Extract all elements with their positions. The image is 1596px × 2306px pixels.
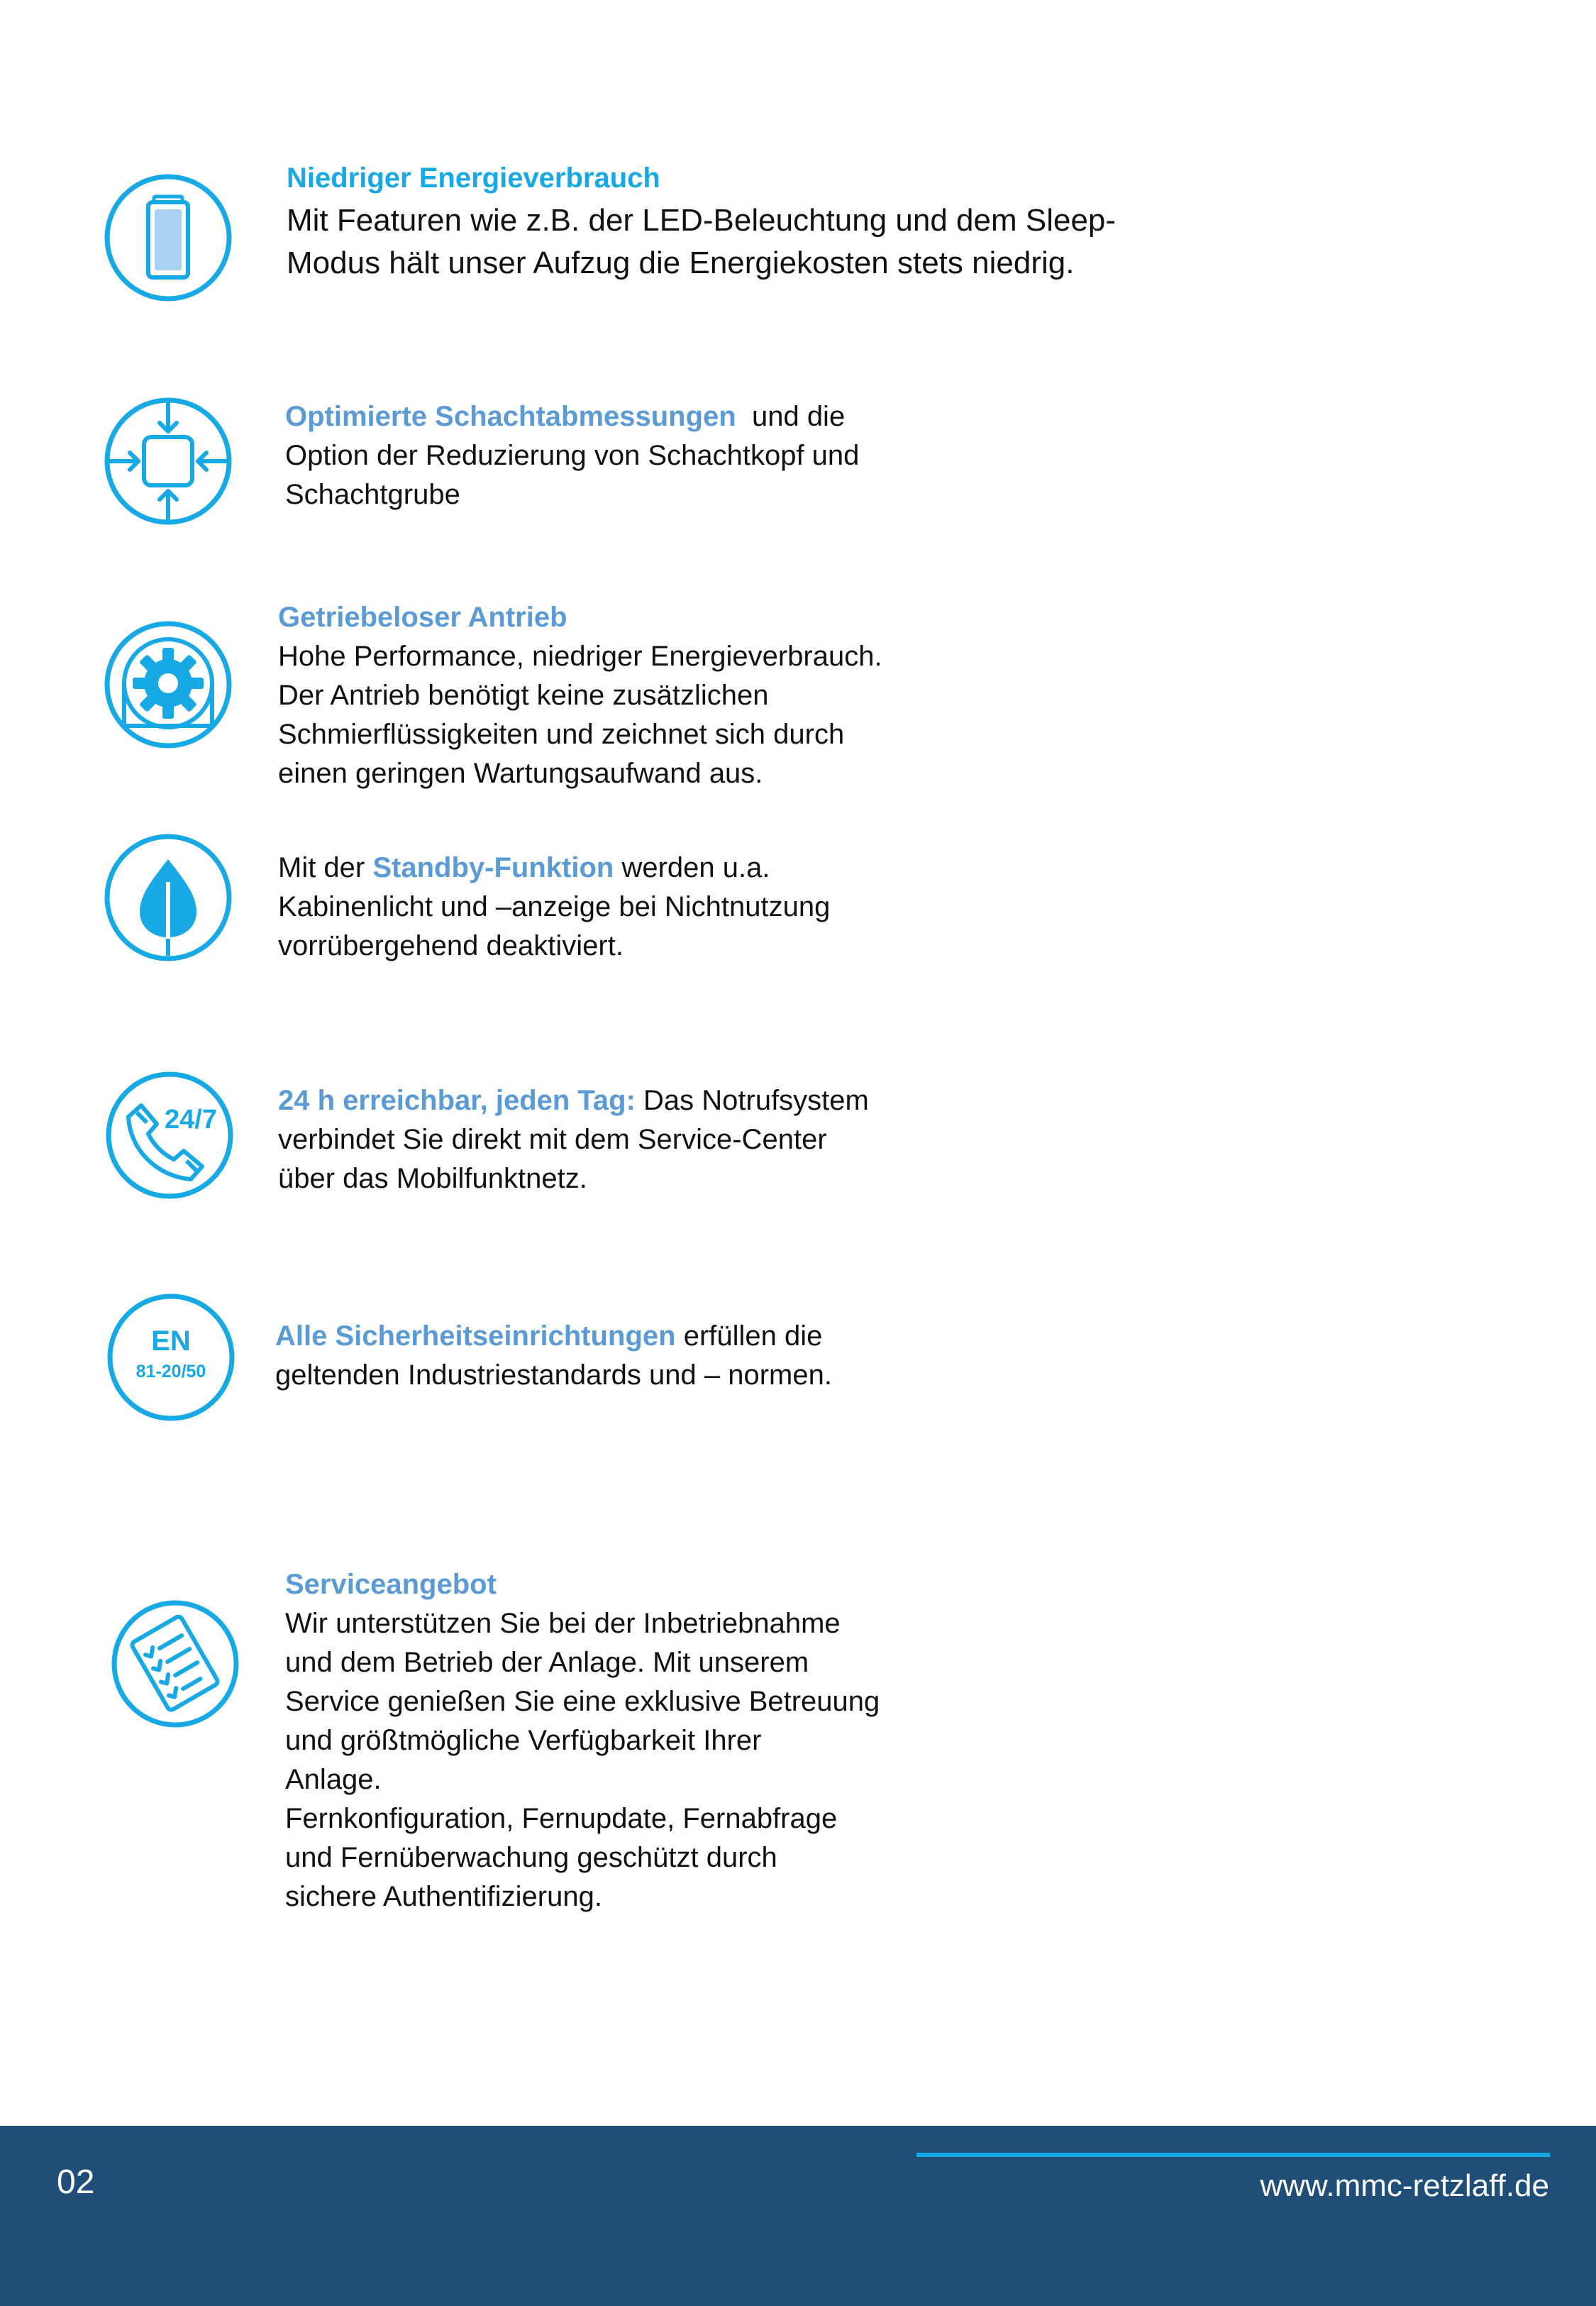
feature-text-line: Der Antrieb benötigt keine zusätzlichen — [278, 680, 769, 711]
feature-heading-suffix: werden u.a. — [614, 852, 770, 883]
feature-text-line: über das Mobilfunktnetz. — [278, 1163, 587, 1194]
footer-accent-rule — [916, 2153, 1550, 2157]
feature-text-line: Wir unterstützen Sie bei der Inbetriebnahme — [285, 1608, 841, 1639]
website-link[interactable]: www.mmc-retzlaff.de — [1260, 2168, 1549, 2203]
feature-text-line: vorrübergehend deaktiviert. — [278, 930, 624, 961]
feature-heading: Niedriger Energieverbrauch — [287, 162, 660, 194]
feature-text-line: Fernkonfiguration, Fernupdate, Fernabfrage — [285, 1803, 838, 1834]
feature-text-line: und dem Betrieb der Anlage. Mit unserem — [285, 1647, 809, 1678]
feature-heading: Optimierte Schachtabmessungen — [285, 401, 736, 432]
feature-text-line: Schmierflüssigkeiten und zeichnet sich durch — [278, 719, 845, 750]
leaf-icon — [103, 832, 233, 963]
feature-text-line: Mit Featuren wie z.B. der LED-Beleuchtung und dem Sleep- — [287, 203, 1116, 238]
feature-heading: Standby-Funktion — [372, 852, 614, 883]
feature-heading: Alle Sicherheitseinrichtungen — [275, 1320, 676, 1352]
feature-text-line: geltenden Industriestandards und – normen. — [275, 1359, 832, 1391]
feature-text-line: sichere Authentifizierung. — [285, 1881, 602, 1912]
feature-text-line: Option der Reduzierung von Schachtkopf und — [285, 440, 860, 471]
icon-label: 24/7 — [165, 1105, 217, 1135]
shaft-dimensions-icon — [103, 396, 233, 526]
battery-icon — [103, 172, 233, 303]
page-footer — [0, 2126, 1596, 2306]
feature-text-line: Hohe Performance, niedriger Energieverbrauch. — [278, 641, 882, 672]
feature-heading-suffix: erfüllen die — [675, 1320, 823, 1352]
feature-text-line: Kabinenlicht und –anzeige bei Nichtnutzung — [278, 891, 831, 922]
feature-heading-suffix: und die — [736, 401, 846, 432]
page-number: 02 — [57, 2163, 95, 2201]
feature-text-line: einen geringen Wartungsaufwand aus. — [278, 758, 763, 789]
en-norm-icon — [106, 1292, 236, 1423]
feature-text-line: und Fernüberwachung geschützt durch — [285, 1842, 777, 1873]
feature-heading: Getriebeloser Antrieb — [278, 602, 567, 633]
icon-sublabel: 81-20/50 — [135, 1362, 206, 1381]
feature-text-line: Modus hält unser Aufzug die Energiekosten stets niedrig. — [287, 246, 1075, 280]
icon-label: EN — [151, 1325, 191, 1357]
gear-drive-icon — [103, 619, 233, 750]
feature-heading: Serviceangebot — [285, 1569, 497, 1600]
feature-text-line: verbindet Sie direkt mit dem Service-Center — [278, 1124, 827, 1155]
feature-text-line: Anlage. — [285, 1764, 382, 1795]
feature-heading-suffix: Das Notrufsystem — [635, 1085, 869, 1116]
feature-heading: 24 h erreichbar, jeden Tag: — [278, 1085, 636, 1116]
checklist-icon — [110, 1599, 240, 1729]
feature-prefix: Mit der — [278, 852, 373, 883]
feature-text-line: Schachtgrube — [285, 479, 460, 510]
feature-text-line: und größtmögliche Verfügbarkeit Ihrer — [285, 1725, 762, 1756]
phone-24-7-icon — [104, 1070, 235, 1201]
feature-text-line: Service genießen Sie eine exklusive Betreuung — [285, 1686, 880, 1717]
